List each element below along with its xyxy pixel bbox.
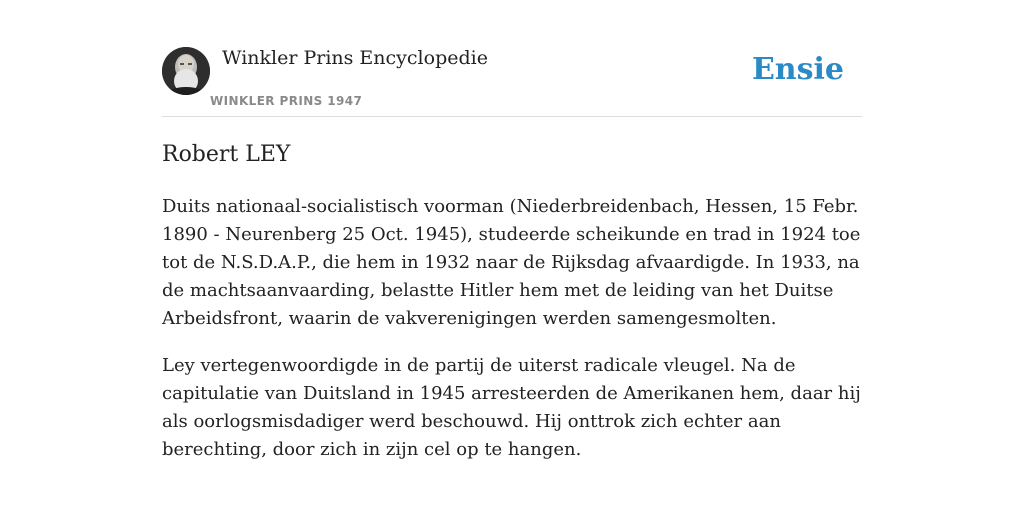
source-subtitle[interactable]: WINKLER PRINS 1947 <box>210 94 363 108</box>
article-title: Robert LEY <box>162 142 291 167</box>
article-body <box>162 193 872 483</box>
portrait-avatar-icon[interactable] <box>162 47 210 95</box>
article-paragraph: Duits nationaal-socialistisch voorman (Niederbreidenbach, Hessen, 15 Febr. 1890 - Neurenberg 25 Oct. 1945), studeerde scheikunde en trad in 1924 toe tot de N.S.D.A.P., die hem in 1932 naar de Rijksdag afvaardigde. In 1933, na de machtsaanvaarding, belastte Hitler hem met de leiding van het Duitse Arbeidsfront, waarin de vakverenigingen werden samengesmolten. <box>162 196 861 329</box>
source-header <box>162 46 862 117</box>
article-paragraph: Ley vertegenwoordigde in de partij de uiterst radicale vleugel. Na de capitulatie van Duitsland in 1945 arresteerden de Amerikanen hem, daar hij als oorlogsmisdadiger werd beschouwd. Hij onttrok zich echter aan berechting, door zich in zijn cel op te hangen. <box>162 355 861 460</box>
brand-logo[interactable]: Ensie <box>751 52 844 87</box>
source-title[interactable]: Winkler Prins Encyclopedie <box>222 47 488 69</box>
